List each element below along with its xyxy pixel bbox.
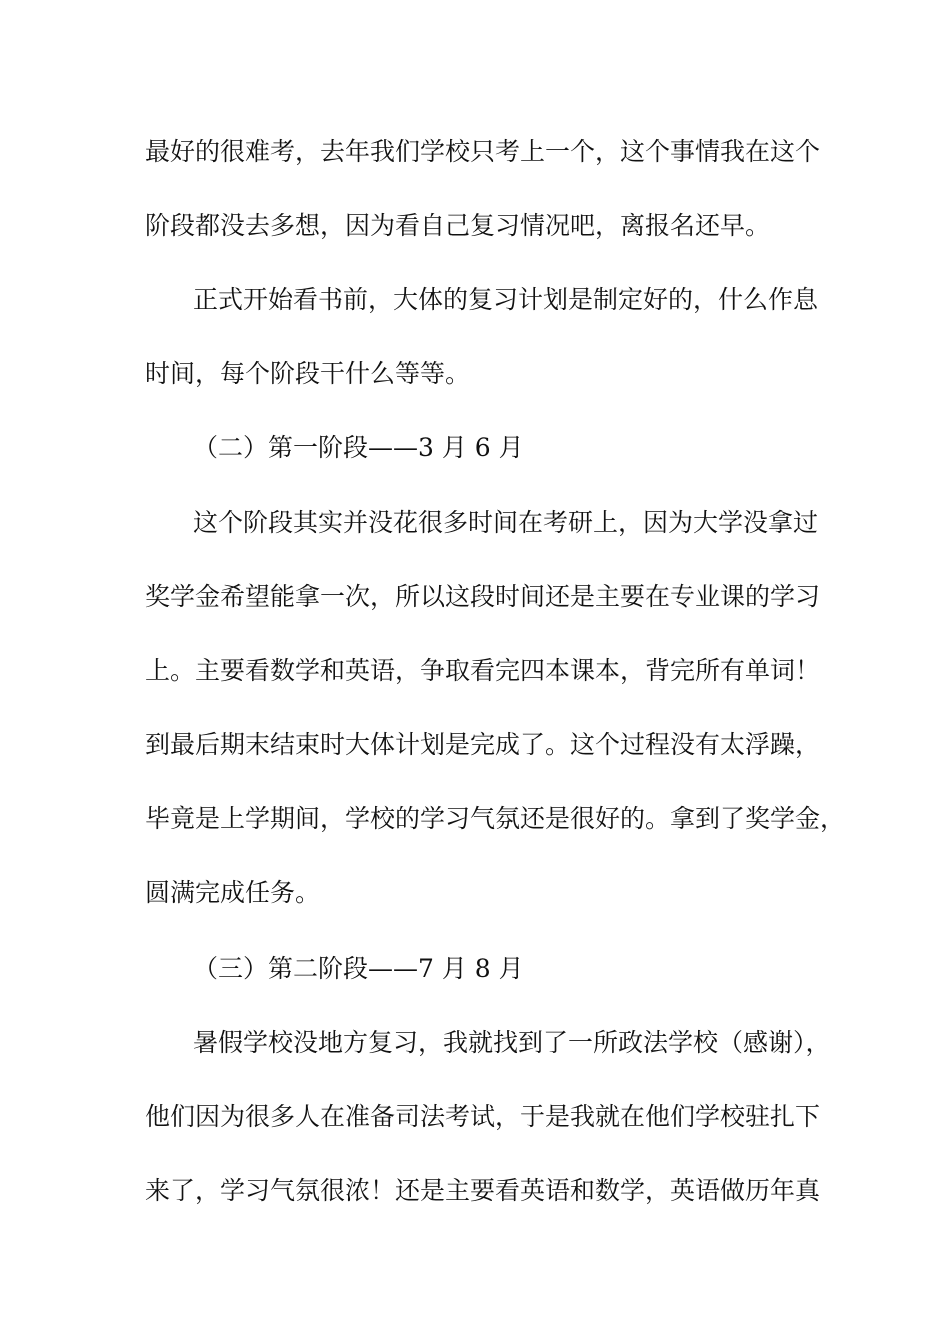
text-line: 阶段都没去多想，因为看自己复习情况吧，离报名还早。 [145, 211, 771, 240]
text-line: 来了，学习气氛很浓！还是主要看英语和数学，英语做历年真 [145, 1176, 821, 1205]
paragraph-start-line: 暑假学校没地方复习，我就找到了一所政法学校（感谢）， [193, 1028, 831, 1057]
section-heading: （三）第二阶段——7 月 8 月 [193, 954, 524, 983]
text-line: 圆满完成任务。 [145, 878, 321, 907]
text-line: 最好的很难考，去年我们学校只考上一个，这个事情我在这个 [145, 137, 821, 166]
text-line: 他们因为很多人在准备司法考试，于是我就在他们学校驻扎下 [145, 1102, 821, 1131]
paragraph-start-line: 这个阶段其实并没花很多时间在考研上，因为大学没拿过 [193, 508, 819, 537]
text-line: 到最后期末结束时大体计划是完成了。这个过程没有太浮躁， [145, 730, 821, 759]
text-line: 奖学金希望能拿一次，所以这段时间还是主要在专业课的学习 [145, 582, 821, 611]
text-line: 上。主要看数学和英语，争取看完四本课本，背完所有单词！ [145, 656, 821, 685]
section-heading: （二）第一阶段——3 月 6 月 [193, 433, 524, 462]
text-line: 时间，每个阶段干什么等等。 [145, 359, 471, 388]
text-line: 毕竟是上学期间，学校的学习气氛还是很好的。拿到了奖学金， [145, 804, 846, 833]
paragraph-start-line: 正式开始看书前，大体的复习计划是制定好的，什么作息 [193, 285, 819, 314]
